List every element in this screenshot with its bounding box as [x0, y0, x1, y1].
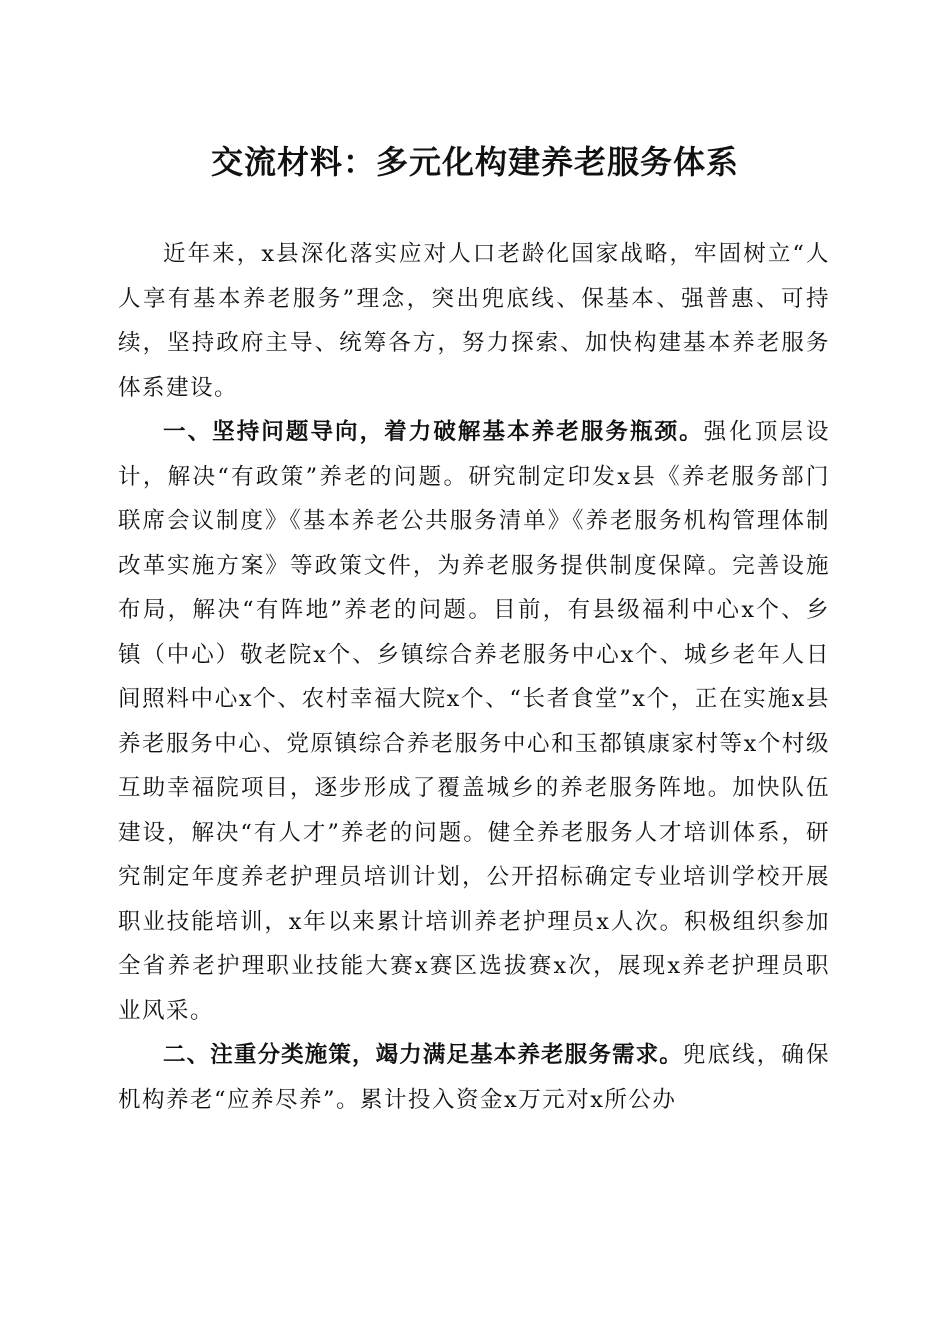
section-paragraph-1	[118, 410, 830, 1033]
document-body	[118, 232, 830, 1122]
section-text-2: 兜底线，确保机构养老“应养尽养”。累计投入资金x万元对x所公办	[118, 1042, 830, 1113]
section-heading-1: 一、坚持问题导向，着力破解基本养老服务瓶颈。	[163, 419, 704, 445]
section-heading-2: 二、注重分类施策，竭力满足基本养老服务需求。	[163, 1042, 683, 1068]
document-title: 交流材料：多元化构建养老服务体系	[210, 143, 739, 181]
section-text-1: 强化顶层设计，解决“有政策”养老的问题。研究制定印发x县《养老服务部门联席会议制度》《基本养老公共服务清单》《养老服务机构管理体制改革实施方案》等政策文件，为养老服务提供制度保障。完善设施布局，解决“有阵地”养老的问题。目前，有县级福利中心x个、乡镇（中心）敬老院x个、乡镇综合养老服务中心x个、城乡老年人日间照料中心x个、农村幸福大院x个、“长者食堂”x个，正在实施x县养老服务中心、党原镇综合养老服务中心和玉都镇康家村等x个村级互助幸福院项目，逐步形成了覆盖城乡的养老服务阵地。加快队伍建设，解决“有人才”养老的问题。健全养老服务人才培训体系，研究制定年度养老护理员培训计划，公开招标确定专业培训学校开展职业技能培训，x年以来累计培训养老护理员x人次。积极组织参加全省养老护理职业技能大赛x赛区选拔赛x次，展现x养老护理员职业风采。	[118, 419, 830, 1024]
section-paragraph-2	[118, 1033, 830, 1122]
intro-paragraph: 近年来，x县深化落实应对人口老龄化国家战略，牢固树立“人人享有基本养老服务”理念，突出兜底线、保基本、强普惠、可持续，坚持政府主导、统筹各方，努力探索、加快构建基本养老服务体系建设。	[118, 241, 830, 401]
